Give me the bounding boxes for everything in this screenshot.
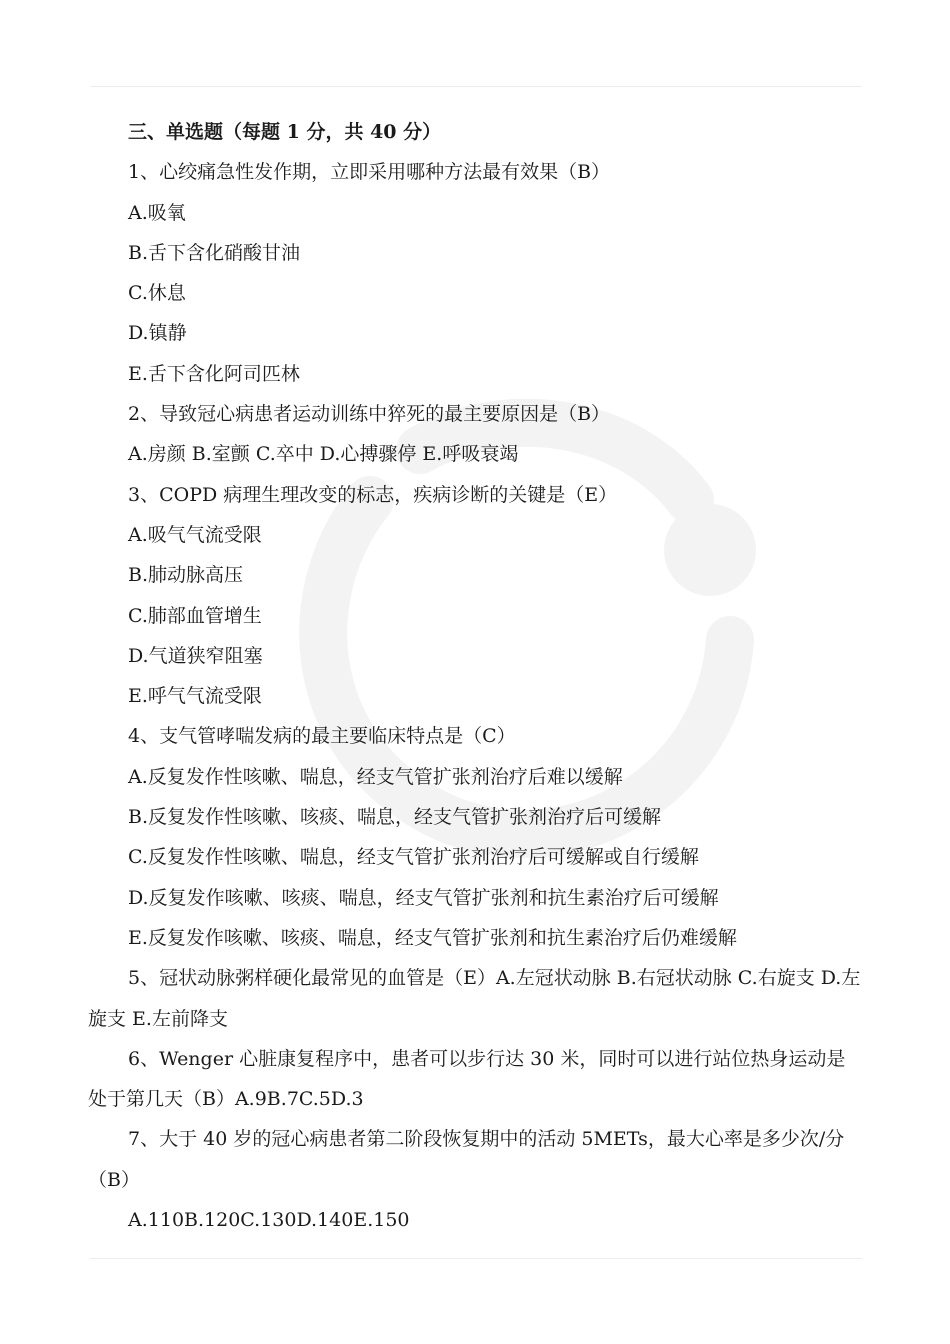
option: D.气道狭窄阻塞 xyxy=(128,644,263,667)
option: D.镇静 xyxy=(128,322,187,345)
options-line: A.房颜 B.室颤 C.卒中 D.心搏骤停 E.呼吸衰竭 xyxy=(128,443,519,466)
header-rule xyxy=(90,86,862,87)
option: A.吸气气流受限 xyxy=(128,523,262,546)
question-stem: 4、支气管哮喘发病的最主要临床特点是（C） xyxy=(128,725,516,748)
option: A.反复发作性咳嗽、喘息，经支气管扩张剂治疗后难以缓解 xyxy=(128,765,623,788)
option: B.舌下含化硝酸甘油 xyxy=(128,241,301,264)
option: B.肺动脉高压 xyxy=(128,564,244,587)
option: C.肺部血管增生 xyxy=(128,604,262,627)
question-section xyxy=(88,112,864,1240)
option: D.反复发作咳嗽、咳痰、喘息，经支气管扩张剂和抗生素治疗后可缓解 xyxy=(128,886,719,909)
option: C.反复发作性咳嗽、喘息，经支气管扩张剂治疗后可缓解或自行缓解 xyxy=(128,846,699,869)
question-paragraph: 6、Wenger 心脏康复程序中，患者可以步行达 30 米，同时可以进行站位热身运动是处于第几天（B）A.9B.7C.5D.3 xyxy=(88,1047,846,1111)
options-line: A.110B.120C.130D.140E.150 xyxy=(128,1209,410,1232)
footer-rule xyxy=(90,1258,862,1259)
option: E.舌下含化阿司匹林 xyxy=(128,362,300,385)
option: A.吸氧 xyxy=(128,201,186,224)
question-paragraph: 7、大于 40 岁的冠心病患者第二阶段恢复期中的活动 5METs，最大心率是多少次/分（B） xyxy=(88,1128,845,1191)
question-stem: 1、心绞痛急性发作期，立即采用哪种方法最有效果（B） xyxy=(128,161,611,184)
option: E.呼气气流受限 xyxy=(128,685,262,708)
question-stem: 2、导致冠心病患者运动训练中猝死的最主要原因是（B） xyxy=(128,403,611,426)
section-title: 三、单选题（每题 1 分，共 40 分） xyxy=(128,121,442,143)
question-paragraph: 5、冠状动脉粥样硬化最常见的血管是（E）A.左冠状动脉 B.右冠状动脉 C.右旋支 D.左旋支 E.左前降支 xyxy=(88,967,861,1030)
option: B.反复发作性咳嗽、咳痰、喘息，经支气管扩张剂治疗后可缓解 xyxy=(128,806,662,829)
option: E.反复发作咳嗽、咳痰、喘息，经支气管扩张剂和抗生素治疗后仍难缓解 xyxy=(128,926,737,949)
question-stem: 3、COPD 病理生理改变的标志，疾病诊断的关键是（E） xyxy=(128,483,618,506)
option: C.休息 xyxy=(128,282,186,305)
